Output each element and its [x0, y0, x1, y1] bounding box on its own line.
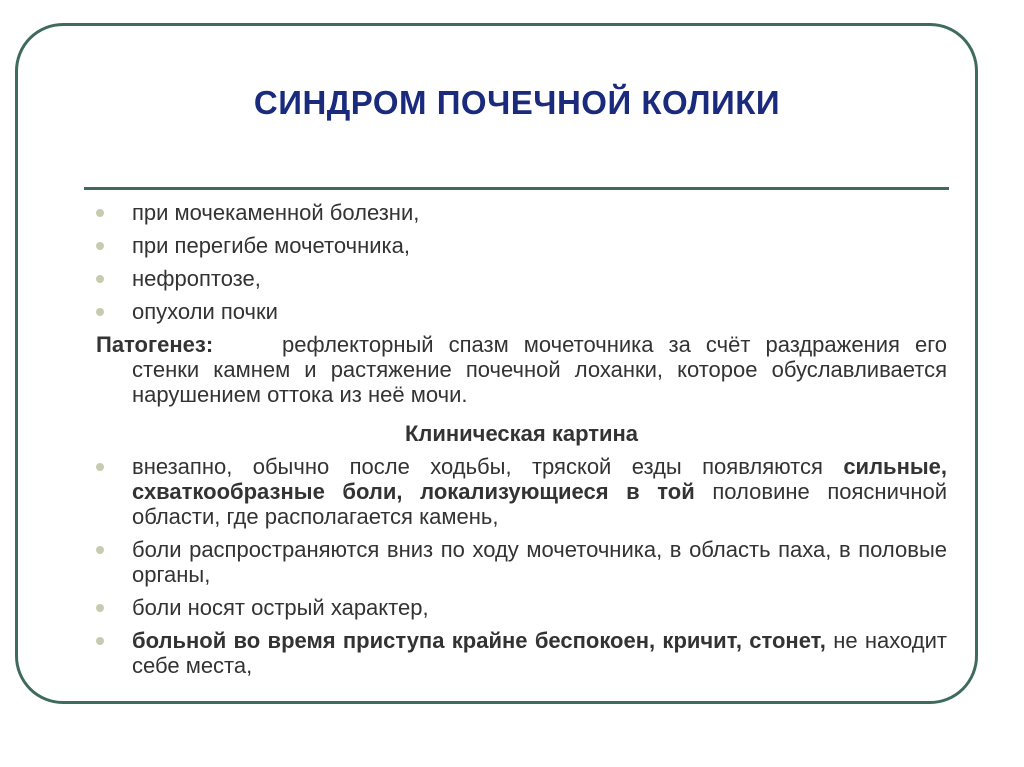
bullet-dot-icon: [96, 546, 104, 554]
list-item: при мочекаменной болезни,: [96, 200, 947, 225]
list-item: внезапно, обычно после ходьбы, тряской езды появляются сильные, схваткообразные боли, локализующиеся в той половине поясничной области, где располагается камень,: [96, 454, 947, 529]
bullet-dot-icon: [96, 209, 104, 217]
bullet-dot-icon: [96, 604, 104, 612]
causes-list: [96, 200, 947, 324]
pathogenesis-text: рефлекторный спазм мочеточника за счёт раздражения его стенки камнем и растяжение почечной лоханки, которое обуславливается нарушением оттока из неё мочи.: [132, 332, 947, 407]
list-item: нефроптозе,: [96, 266, 947, 291]
bullet-dot-icon: [96, 463, 104, 471]
pathogenesis-label: Патогенез:: [96, 332, 214, 357]
title-divider: [84, 187, 949, 190]
pathogenesis-paragraph: [96, 332, 947, 407]
slide-content: [96, 200, 947, 686]
slide-title: СИНДРОМ ПОЧЕЧНОЙ КОЛИКИ: [253, 84, 781, 121]
bullet-dot-icon: [96, 637, 104, 645]
list-item: боли носят острый характер,: [96, 595, 947, 620]
list-item: боли распространяются вниз по ходу мочеточника, в область паха, в половые органы,: [96, 537, 947, 587]
list-item: при перегибе мочеточника,: [96, 233, 947, 258]
bullet-dot-icon: [96, 242, 104, 250]
list-item: больной во время приступа крайне беспокоен, кричит, стонет, не находит себе места,: [96, 628, 947, 678]
clinical-list: [96, 454, 947, 678]
list-item: опухоли почки: [96, 299, 947, 324]
bullet-dot-icon: [96, 275, 104, 283]
bullet-dot-icon: [96, 308, 104, 316]
clinical-heading: Клиническая картина: [404, 421, 639, 446]
